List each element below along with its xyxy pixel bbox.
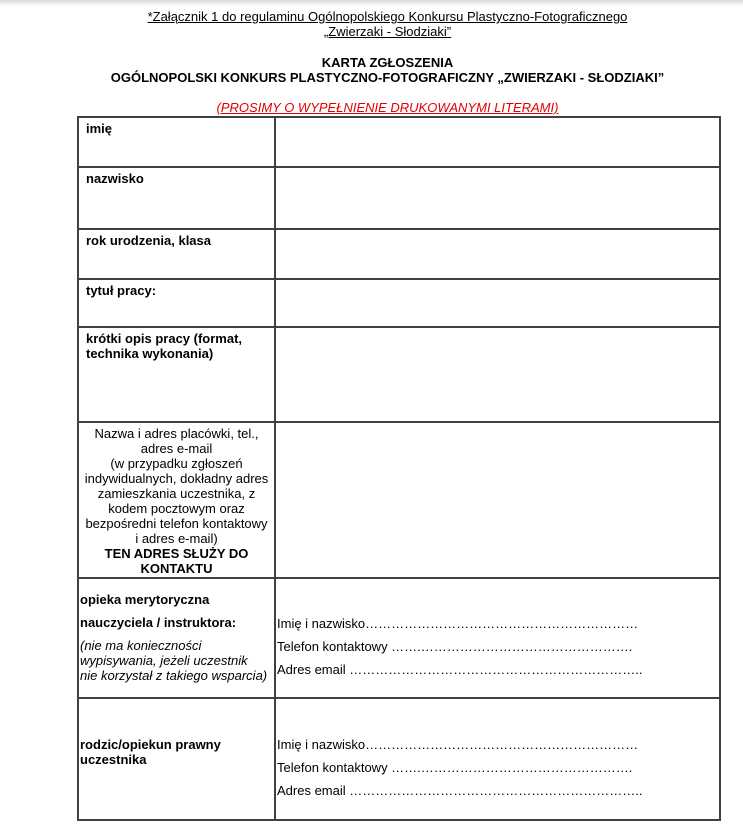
teacher-email-field[interactable]: Adres email …………………………………………………………..	[277, 662, 643, 677]
teacher-fields	[275, 578, 720, 698]
label-work-title: tytuł pracy:	[78, 279, 275, 327]
form-row-address	[78, 422, 720, 578]
address-line: bezpośredni telefon kontaktowy	[85, 516, 268, 531]
teacher-note-line1: (nie ma konieczności	[80, 638, 202, 653]
label-first-name: imię	[78, 117, 275, 167]
parent-phone-field[interactable]: Telefon kontaktowy …….………………………………………….	[277, 760, 633, 775]
viewer-top-shadow	[0, 0, 743, 6]
address-line: adres e-mail	[140, 441, 213, 456]
entry-form-table	[77, 116, 721, 821]
label-birth-year-class: rok urodzenia, klasa	[78, 229, 275, 279]
teacher-name-field[interactable]: Imię i nazwisko………………………………………………………	[277, 616, 639, 631]
label-last-name: nazwisko	[78, 167, 275, 229]
parent-fields	[275, 698, 720, 820]
label-parent	[78, 698, 275, 820]
teacher-note-line2: wypisywania, jeżeli uczestnik	[80, 653, 248, 668]
field-first-name[interactable]	[275, 117, 720, 167]
annex-heading-line1: *Załącznik 1 do regulaminu Ogólnopolskiego Konkursu Plastyczno-Fotograficznego	[147, 9, 628, 24]
address-contact-note-line1: TEN ADRES SŁUŻY DO	[104, 546, 249, 561]
field-address[interactable]	[275, 422, 720, 578]
field-last-name[interactable]	[275, 167, 720, 229]
label-teacher-line1: opieka merytoryczna	[80, 592, 210, 607]
form-row-work-description	[78, 327, 720, 422]
form-row-work-title	[78, 279, 720, 327]
contest-title: OGÓLNOPOLSKI KONKURS PLASTYCZNO-FOTOGRAFICZNY „ZWIERZAKI - SŁODZIAKI”	[110, 70, 665, 85]
address-line: Nazwa i adres placówki, tel.,	[94, 426, 259, 441]
annex-heading-line2: „Zwierzaki - Słodziaki”	[323, 24, 452, 39]
label-parent-line2: uczestnika	[80, 752, 147, 767]
address-line: kodem pocztowym oraz	[108, 501, 245, 516]
print-letters-note: (PROSIMY O WYPEŁNIENIE DRUKOWANYMI LITERAMI)	[216, 100, 559, 115]
label-address	[78, 422, 275, 578]
form-row-last-name	[78, 167, 720, 229]
form-row-parent	[78, 698, 720, 820]
teacher-phone-field[interactable]: Telefon kontaktowy …….………………………………………….	[277, 639, 633, 654]
address-line: zamieszkania uczestnika, z	[97, 486, 256, 501]
address-line: (w przypadku zgłoszeń	[110, 456, 243, 471]
label-work-description-line1: krótki opis pracy (format,	[86, 331, 243, 346]
form-row-birth-year-class	[78, 229, 720, 279]
field-work-description[interactable]	[275, 327, 720, 422]
parent-email-field[interactable]: Adres email …………………………………………………………..	[277, 783, 643, 798]
label-work-description	[78, 327, 275, 422]
parent-name-field[interactable]: Imię i nazwisko………………………………………………………	[277, 737, 639, 752]
label-work-description-line2: technika wykonania)	[86, 346, 214, 361]
form-title: KARTA ZGŁOSZENIA	[321, 55, 454, 70]
label-parent-line1: rodzic/opiekun prawny	[80, 737, 221, 752]
form-row-teacher	[78, 578, 720, 698]
address-line: indywidualnych, dokładny adres	[84, 471, 269, 486]
form-row-first-name	[78, 117, 720, 167]
teacher-note-line3: nie korzystał z takiego wsparcia)	[80, 668, 268, 683]
field-birth-year-class[interactable]	[275, 229, 720, 279]
label-teacher-line2: nauczyciela / instruktora:	[80, 615, 237, 630]
teacher-optional-note	[80, 638, 274, 683]
address-line: i adres e-mail)	[135, 531, 218, 546]
address-contact-note-line2: KONTAKTU	[140, 561, 213, 576]
field-work-title[interactable]	[275, 279, 720, 327]
label-teacher	[78, 578, 275, 698]
